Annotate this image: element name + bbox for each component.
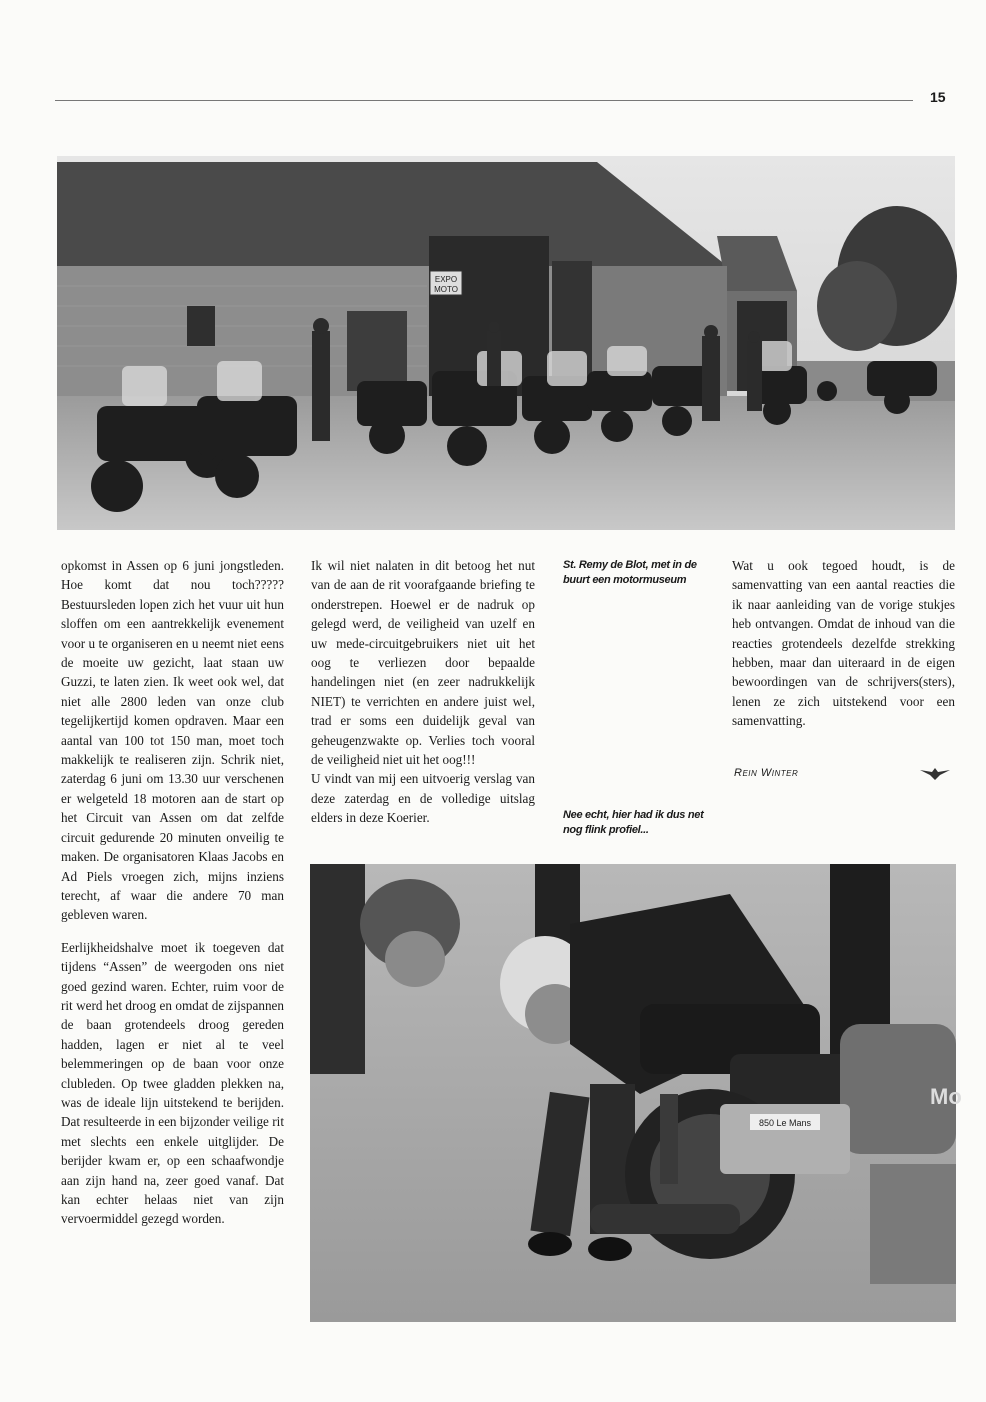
expo-sign-line1: EXPO bbox=[434, 275, 458, 284]
col2-paragraph-1: Ik wil niet nalaten in dit betoog het nut van de aan de rit voorafgaande briefing te onderstrepen. Hoewel er de nadruk op gelegd werd, de veiligheid van uzelf en uw mede-circuitgebruikers niet uit het oog te verliezen door bepaalde handelingen niet (en zeer nadrukkelijk NIET) te verrichten en andere juist wel, trad er soms een duidelijk geval van geheugenzwakte op. Verlies toch vooral de veiligheid niet uit het oog!!! bbox=[311, 558, 535, 768]
barn-illustration bbox=[57, 156, 955, 530]
expo-sign-line2: MOTO bbox=[434, 285, 458, 294]
page-number: 15 bbox=[930, 89, 946, 105]
article-column-2 bbox=[311, 556, 535, 841]
col1-paragraph-1: opkomst in Assen op 6 juni jongstleden. Hoe komt dat nou toch????? Bestuursleden lopen zich het vuur uit hun sloffen om een aantrekkelijk evenement voor u te organiseren en u neemt niet eens de moeite uw gezicht, laat staan uw Guzzi, te laten zien. Ik weet ook wel, dat niet alle 2800 leden van onze club tegelijkertijd komen opdraven. Maar een aantal van 100 tot 150 man, moet toch makkelijk te realiseren zijn. Schrik niet, zaterdag 6 juni om 13.30 uur verschenen er welgeteld 18 motoren aan de start op het Circuit van Assen om dat zelfde circuit gedurende 20 minuten onveilig te maken. De organisatoren Klaas Jacobs en Ad Piels vroegen zich, mijns inziens terecht, af waar die andere 70 man gebleven waren. bbox=[61, 558, 284, 923]
author-name: Rein Winter bbox=[734, 767, 799, 779]
engine-label: 850 Le Mans bbox=[758, 1118, 812, 1128]
tank-lettering: Mo bbox=[930, 1084, 962, 1109]
photo-motorcycle-inspection bbox=[310, 864, 962, 1322]
col2-paragraph-2: U vindt van mij een uitvoerig verslag van deze zaterdag en de volledige uitslag elders in deze Koerier. bbox=[311, 771, 535, 826]
col1-paragraph-2: Eerlijkheidshalve moet ik toegeven dat tijdens “Assen” de weergoden ons niet goed gezind waren. Echter, ruim voor de rit werd het droog en omdat de zijspannen de baan grotendeels droog gereden hadden, lagen er niet al te veel belemmeringen op de baan voor onze clubleden. Op twee gladden plekken na, was de ideale lijn uitstekend te berijden. Dat resulteerde in een bijzonder veilige rit met slechts een enkele uitglijder. De berijder kwam er, op een schaafwondje aan zijn hand na, zeer goed vanaf. Dat kan echter helaas niet van zijn vervoermiddel gezegd worden. bbox=[61, 939, 284, 1227]
header-rule bbox=[55, 100, 913, 101]
inspection-illustration bbox=[310, 864, 962, 1322]
photo-barn-motorcycles bbox=[57, 156, 955, 530]
col4-paragraph-1: Wat u ook tegoed houdt, is de samenvatting van een aantal reacties die ik naar aanleiding van de vorige stukjes heb ontvangen. Omdat de inhoud van die reacties grotendeels dezelfde strekking hebben, maar dan uiteraard in de eigen bewoordingen van de schrijvers(sters), lenen ze zich uitstekend voor een samenvatting. bbox=[732, 558, 955, 729]
eagle-logo-icon bbox=[920, 767, 950, 786]
article-column-1 bbox=[61, 556, 284, 1242]
caption-bottom-photo: Nee echt, hier had ik dus net nog flink profiel... bbox=[563, 809, 704, 836]
article-column-4 bbox=[732, 556, 955, 744]
caption-top-photo: St. Remy de Blot, met in de buurt een motormuseum bbox=[563, 559, 697, 586]
